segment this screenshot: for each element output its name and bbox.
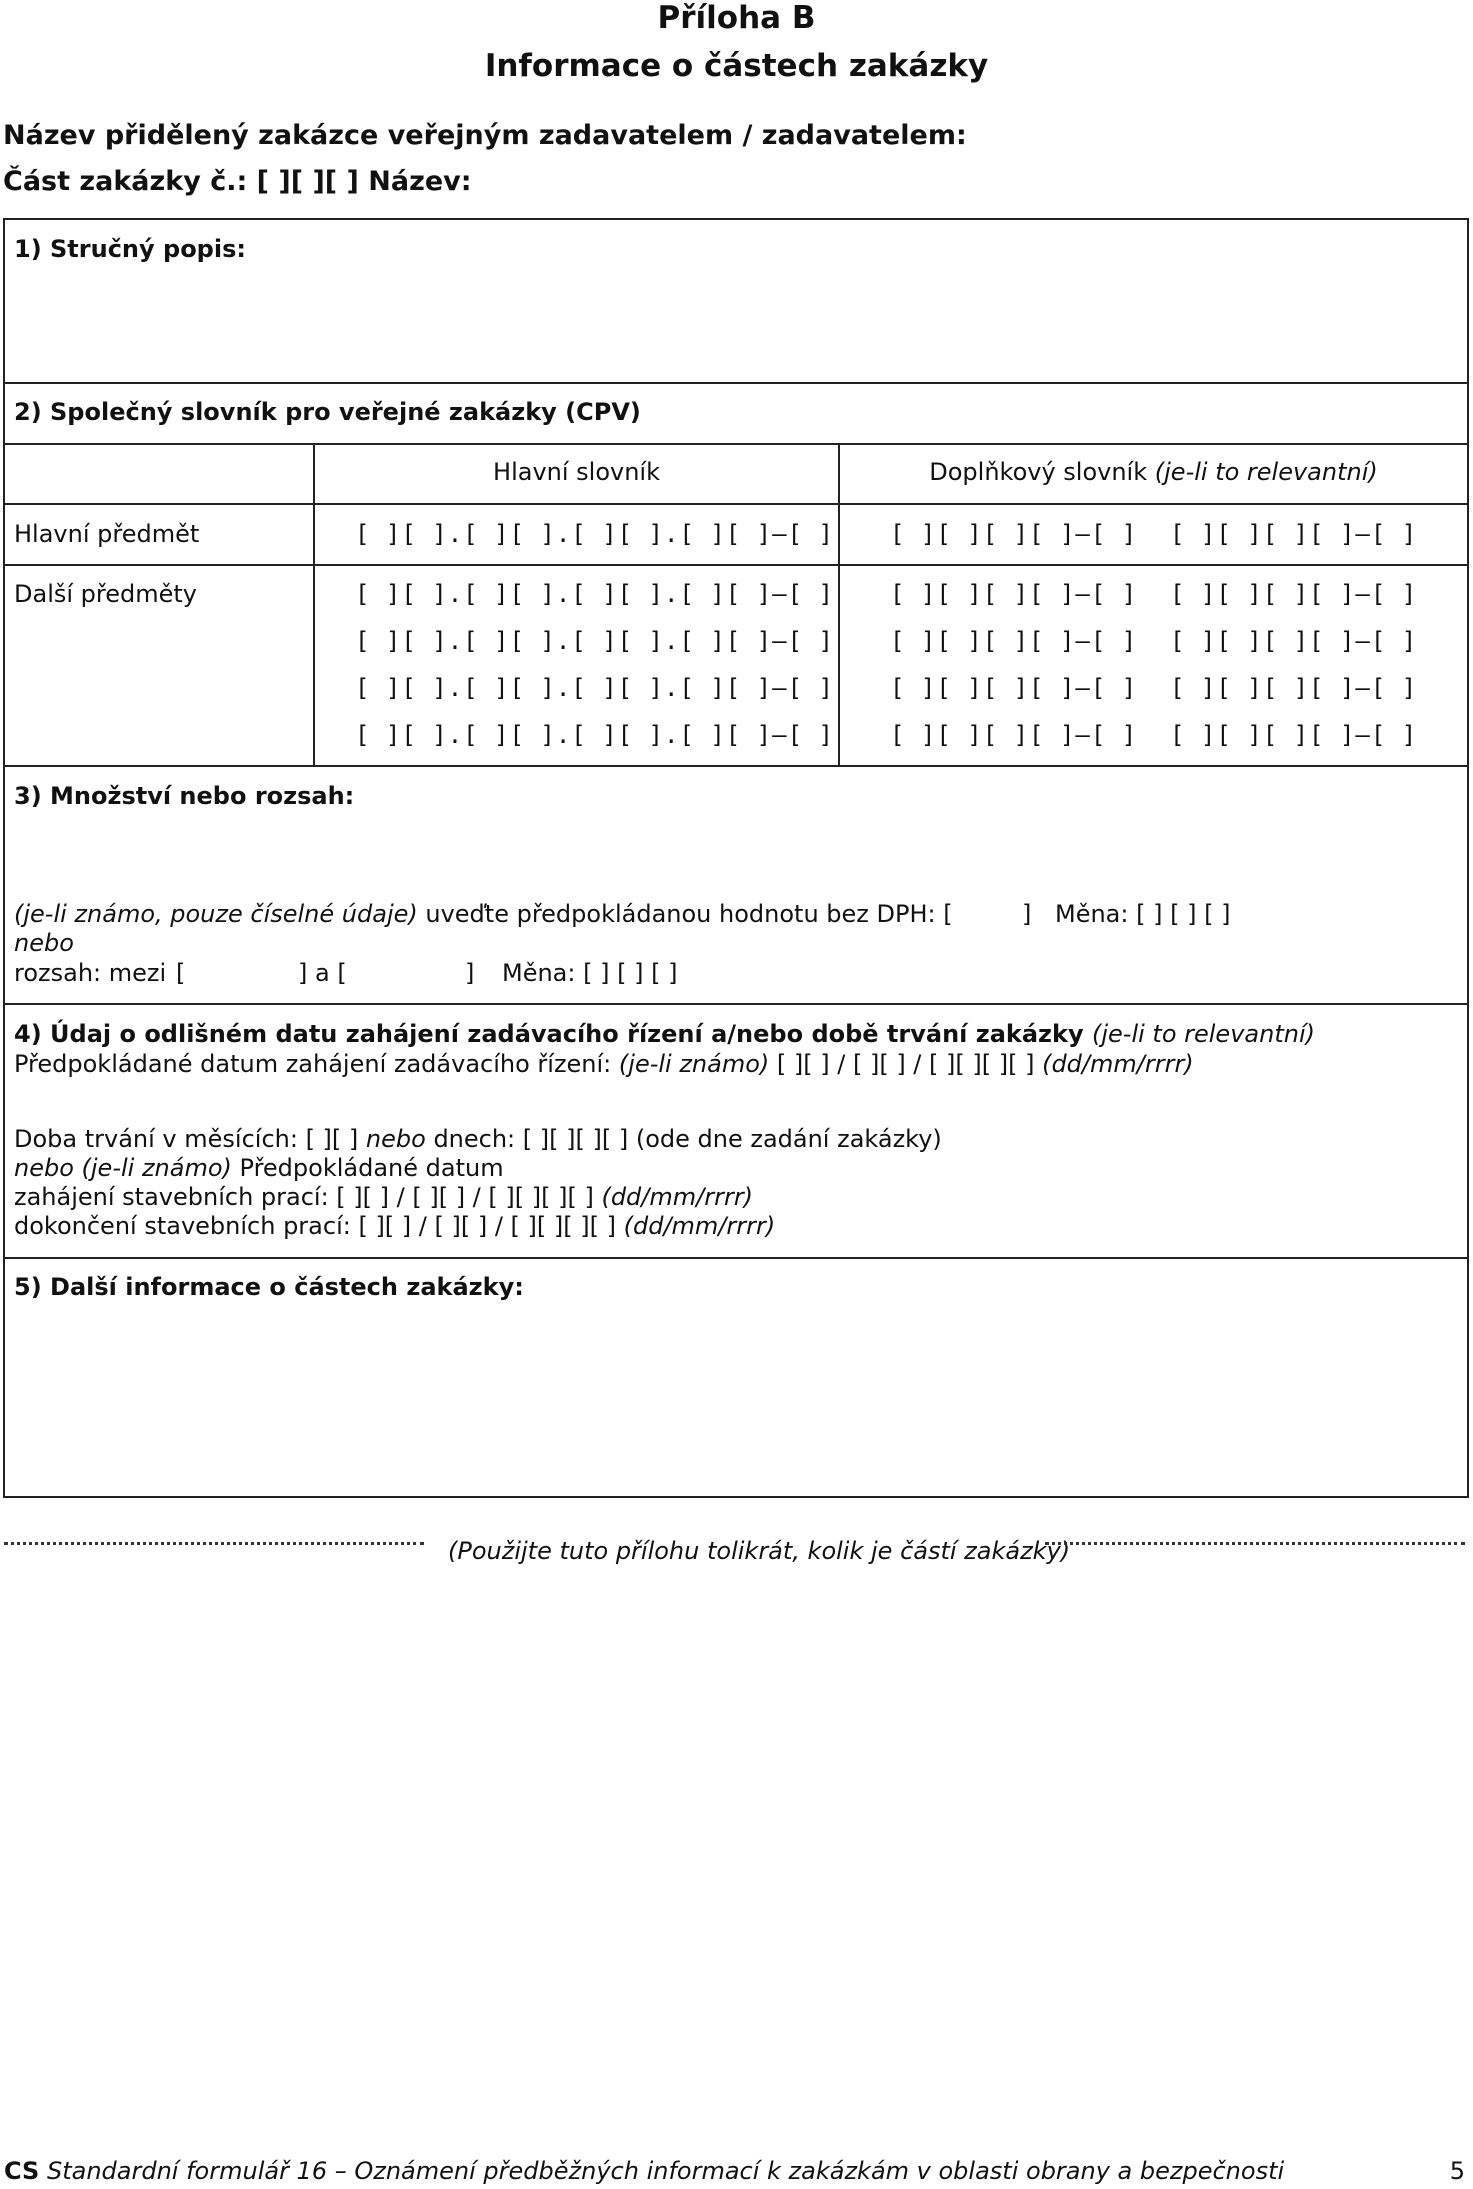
range-from-field[interactable]: [ (176, 959, 186, 987)
row-other-objects-label: Další předměty (14, 580, 197, 608)
page-title: Příloha B (657, 0, 816, 36)
divider (3, 765, 1469, 767)
column-main-vocabulary: Hlavní slovník (493, 458, 660, 486)
column-supplementary-vocabulary: Doplňkový slovník (je-li to relevantní) (929, 458, 1378, 486)
cpv-other-main-field[interactable]: [ ][ ].[ ][ ].[ ][ ].[ ][ ]–[ ] (355, 580, 834, 608)
page-subtitle: Informace o částech zakázky (484, 48, 989, 84)
section-3-label: 3) Množství nebo rozsah: (14, 782, 355, 810)
cpv-other-main-field[interactable]: [ ][ ].[ ][ ].[ ][ ].[ ][ ]–[ ] (355, 721, 834, 749)
divider (3, 1257, 1469, 1259)
or-estimated-date: nebo (je-li známo) Předpokládané datum (14, 1154, 504, 1182)
page-number: 5 (1449, 2157, 1465, 2185)
works-start-date[interactable]: zahájení stavebních prací: [ ][ ] / [ ][ ] / [ ][ ][ ][ ] (dd/mm/rrrr) (14, 1183, 754, 1211)
usage-note: (Použijte tuto přílohu tolikrát, kolik je částí zakázky) (448, 1537, 1071, 1565)
cpv-supp-code-field[interactable]: [ ][ ][ ][ ]–[ ] (890, 520, 1138, 548)
cpv-supp-code-field[interactable]: [ ][ ][ ][ ]–[ ] (1170, 520, 1418, 548)
works-end-date[interactable]: dokončení stavebních prací: [ ][ ] / [ ][ ] / [ ][ ][ ][ ] (dd/mm/rrrr) (14, 1212, 776, 1240)
section-4-label: 4) Údaj o odlišném datu zahájení zadávacího řízení a/nebo době trvání zakázky (je-li to relevantní) (14, 1020, 1315, 1048)
dotted-leader (4, 1542, 424, 1545)
section-1-label: 1) Stručný popis: (14, 235, 246, 263)
duration-field[interactable]: Doba trvání v měsících: [ ][ ] nebo dnech: [ ][ ][ ][ ] (ode dne zadání zakázky) (14, 1125, 942, 1153)
divider (3, 1003, 1469, 1005)
cpv-other-main-field[interactable]: [ ][ ].[ ][ ].[ ][ ].[ ][ ]–[ ] (355, 674, 834, 702)
footer-text: CS Standardní formulář 16 – Oznámení předběžných informací k zakázkám v oblasti obrany a bezpečnosti (4, 2157, 1285, 2185)
divider (3, 503, 1469, 505)
cpv-main-code-field[interactable]: [ ][ ].[ ][ ].[ ][ ].[ ][ ]–[ ] (355, 520, 834, 548)
contract-name-label: Název přidělený zakázce veřejným zadavatelem / zadavatelem: (3, 120, 967, 151)
cpv-other-supp-field[interactable]: [ ][ ][ ][ ]–[ ] (1170, 580, 1418, 608)
cpv-other-supp-field[interactable]: [ ][ ][ ][ ]–[ ] (890, 674, 1138, 702)
range-label: rozsah: mezi (14, 959, 167, 987)
range-currency-field[interactable]: Měna: [ ] [ ] [ ] (502, 959, 678, 987)
column-divider (838, 443, 840, 767)
cpv-other-supp-field[interactable]: [ ][ ][ ][ ]–[ ] (1170, 674, 1418, 702)
range-close: ] (465, 959, 475, 987)
column-divider (313, 443, 315, 767)
form-border-left (3, 218, 5, 1498)
section-5-label: 5) Další informace o částech zakázky: (14, 1273, 524, 1301)
divider (3, 443, 1469, 445)
section-2-label: 2) Společný slovník pro veřejné zakázky (CPV) (14, 398, 641, 426)
form-border-right (1467, 218, 1469, 1498)
form-border-top (3, 218, 1469, 220)
estimated-value-close: ] (1022, 900, 1032, 928)
cpv-other-supp-field[interactable]: [ ][ ][ ][ ]–[ ] (890, 627, 1138, 655)
cpv-other-supp-field[interactable]: [ ][ ][ ][ ]–[ ] (1170, 627, 1418, 655)
cpv-other-main-field[interactable]: [ ][ ].[ ][ ].[ ][ ].[ ][ ]–[ ] (355, 627, 834, 655)
divider (3, 382, 1469, 384)
part-number-label: Část zakázky č.: [ ][ ][ ] Název: (3, 166, 472, 197)
dotted-leader (1045, 1542, 1465, 1545)
cpv-other-supp-field[interactable]: [ ][ ][ ][ ]–[ ] (890, 580, 1138, 608)
cpv-other-supp-field[interactable]: [ ][ ][ ][ ]–[ ] (890, 721, 1138, 749)
range-to-field[interactable]: ] a [ (298, 959, 347, 987)
form-border-bottom (3, 1496, 1469, 1498)
procedure-start-date[interactable]: Předpokládané datum zahájení zadávacího řízení: (je-li známo) [ ][ ] / [ ][ ] / [ ][ ][ ][ ] (dd/mm/rrrr) (14, 1050, 1194, 1078)
estimated-value-line: (je-li známo, pouze číselné údaje) uveďte předpokládanou hodnotu bez DPH: [ (14, 900, 953, 928)
cpv-other-supp-field[interactable]: [ ][ ][ ][ ]–[ ] (1170, 721, 1418, 749)
row-main-object-label: Hlavní předmět (14, 520, 200, 548)
divider (3, 564, 1469, 566)
currency-field[interactable]: Měna: [ ] [ ] [ ] (1055, 900, 1231, 928)
or-label: nebo (14, 929, 74, 957)
